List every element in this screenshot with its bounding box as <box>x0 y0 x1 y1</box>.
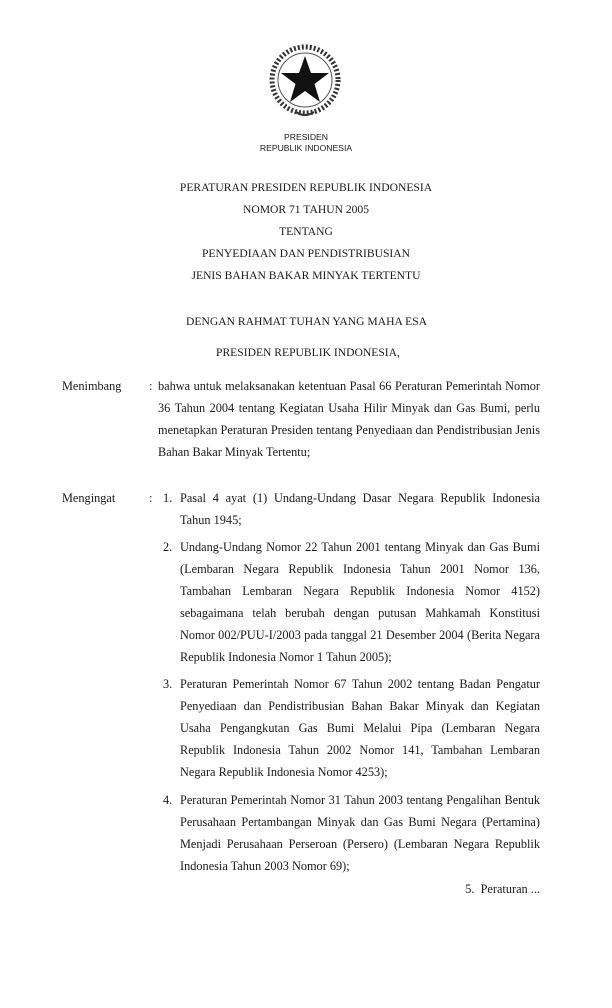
mengingat-item <box>163 673 540 783</box>
menimbang-colon: : <box>149 379 153 393</box>
title-line: PENYEDIAAN DAN PENDISTRIBUSIAN <box>201 247 411 260</box>
item-text: Pasal 4 ayat (1) Undang-Undang Dasar Negara Republik Indonesia Tahun 1945; <box>180 491 540 527</box>
menimbang-text: bahwa untuk melaksanakan ketentuan Pasal 66 Peraturan Pemerintah Nomor 36 Tahun 2004 tentang Kegiatan Usaha Hilir Minyak dan Gas Bumi, perlu menetapkan Peraturan Presiden tentang Penyediaan dan Pendistribusian Jenis Bahan Bakar Minyak Tertentu; <box>158 379 540 459</box>
document-title <box>0 177 612 287</box>
mengingat-item <box>163 487 540 531</box>
presiden-line: PRESIDEN REPUBLIK INDONESIA, <box>216 346 400 359</box>
mengingat-label: Mengingat <box>62 491 116 505</box>
mengingat-colon: : <box>149 491 153 505</box>
item-text: Peraturan Pemerintah Nomor 67 Tahun 2002 tentang Badan Pengatur Penyediaan dan Pendistribusian Bahan Bakar Minyak dan Kegiatan Usaha Pengangkutan Gas Bumi Melalui Pipa (Lembaran Negara Republik Indonesia Tahun 2002 Nomor 141, Tambahan Lembaran Negara Republik Indonesia Nomor 4253); <box>180 677 540 779</box>
title-line: NOMOR 71 TAHUN 2005 <box>242 203 370 216</box>
menimbang-label: Menimbang <box>62 379 122 393</box>
header-presiden: PRESIDEN <box>284 132 328 142</box>
item-number: 2. <box>163 540 173 554</box>
item-text: Undang-Undang Nomor 22 Tahun 2001 tentang Minyak dan Gas Bumi (Lembaran Negara Republik Indonesia Tahun 2001 Nomor 136, Tambahan Lembaran Negara Republik Indonesia Nomor 4152) sebagaimana telah berubah dengan putusan Mahkamah Konstitusi Nomor 002/PUU-I/2003 pada tanggal 21 Desember 2004 (Berita Negara Republik Indonesia Nomor 1 Tahun 2005); <box>180 540 540 664</box>
header-republik: REPUBLIK INDONESIA <box>259 143 353 153</box>
mengingat-item <box>163 789 540 877</box>
rahmat-line: DENGAN RAHMAT TUHAN YANG MAHA ESA <box>186 315 428 328</box>
item-text: Peraturan Pemerintah Nomor 31 Tahun 2003 tentang Pengalihan Bentuk Perusahaan Pertambangan Minyak dan Gas Bumi Negara (Pertamina) Menjadi Perusahaan Perseroan (Persero) (Lembaran Negara Republik Indonesia Tahun 2003 Nomor 69); <box>180 793 540 873</box>
item-number: 3. <box>163 677 173 691</box>
continuation-note: 5. Peraturan ... <box>465 882 540 896</box>
item-number: 4. <box>163 793 173 807</box>
mengingat-item <box>163 536 540 668</box>
title-line: PERATURAN PRESIDEN REPUBLIK INDONESIA <box>179 181 433 194</box>
title-line: TENTANG <box>279 225 333 238</box>
item-number: 1. <box>163 491 173 505</box>
title-line: JENIS BAHAN BAKAR MINYAK TERTENTU <box>191 269 421 282</box>
garuda-emblem-icon <box>266 42 344 120</box>
